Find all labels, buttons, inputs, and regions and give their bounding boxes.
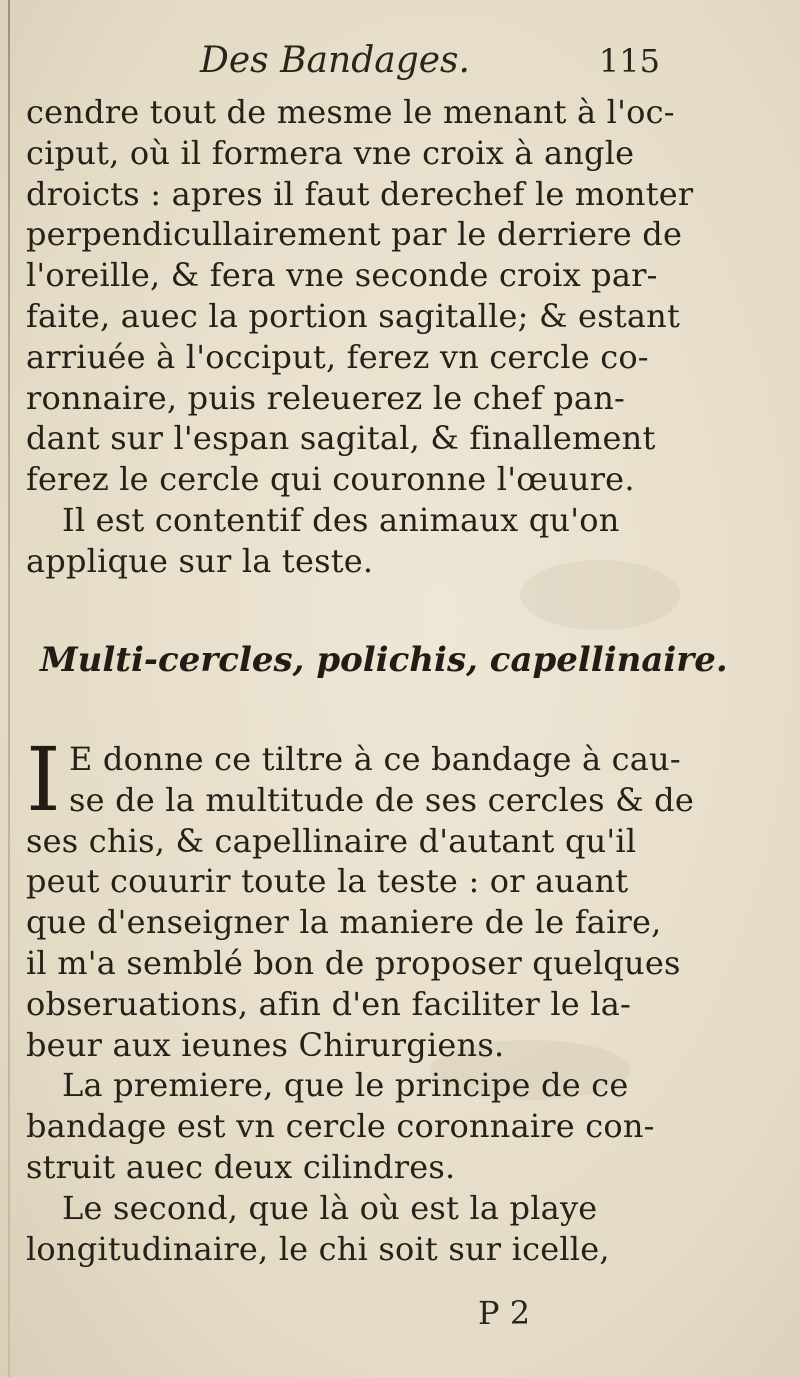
text-line: beur aux ieunes Chirurgiens.: [26, 1025, 505, 1064]
body-text-top: [26, 92, 694, 582]
text-line: l'oreille, & fera vne seconde croix par-: [26, 256, 658, 295]
text-line: faite, auec la portion sagitalle; & estant: [26, 296, 681, 335]
text-line: droicts : apres il faut derechef le monter: [26, 174, 694, 213]
text-line: perpendicullairement par le derriere de: [26, 215, 683, 254]
text-line: se de la multitude de ses cercles & de: [68, 780, 694, 819]
page-gutter-edge: [8, 0, 10, 1377]
text-line: cendre tout de mesme le menant à l'oc-: [26, 93, 675, 131]
drop-cap: I: [26, 728, 61, 831]
text-line: que d'enseigner la maniere de le faire,: [26, 903, 662, 942]
text-line: longitudinaire, le chi soit sur icelle,: [26, 1229, 610, 1268]
text-line: ferez le cercle qui couronne l'œuure.: [26, 460, 635, 499]
text-line: ciput, où il formera vne croix à angle: [26, 133, 635, 172]
text-line: arriuée à l'occiput, ferez vn cercle co-: [26, 337, 649, 376]
section-title: Multi-cercles, polichis, capellinaire.: [40, 640, 728, 680]
text-line: struit auec deux cilindres.: [26, 1147, 456, 1186]
text-line: applique sur la teste.: [26, 541, 374, 580]
text-line: ronnaire, puis releuerez le chef pan-: [26, 378, 626, 417]
text-line: La premiere, que le principe de ce: [62, 1066, 629, 1105]
running-head: [200, 40, 660, 90]
text-line: peut couurir toute la teste : or auant: [26, 862, 629, 901]
signature-mark: P 2: [478, 1294, 531, 1332]
page-number: 115: [598, 42, 660, 80]
text-line: Il est contentif des animaux qu'on: [62, 500, 620, 539]
text-line: E donne ce tiltre à ce bandage à cau-: [68, 740, 681, 778]
text-line: dant sur l'espan sagital, & finallement: [26, 419, 656, 458]
text-line: obseruations, afin d'en faciliter le la-: [26, 984, 632, 1023]
text-line: ses chis, & capellinaire d'autant qu'il: [26, 821, 637, 860]
text-line: il m'a semblé bon de proposer quelques: [26, 943, 681, 982]
running-head-title: Des Bandages.: [200, 40, 470, 81]
body-text-bottom: [26, 728, 694, 1268]
text-line: bandage est vn cercle coronnaire con-: [26, 1107, 655, 1146]
text-line: Le second, que là où est la playe: [62, 1188, 598, 1227]
